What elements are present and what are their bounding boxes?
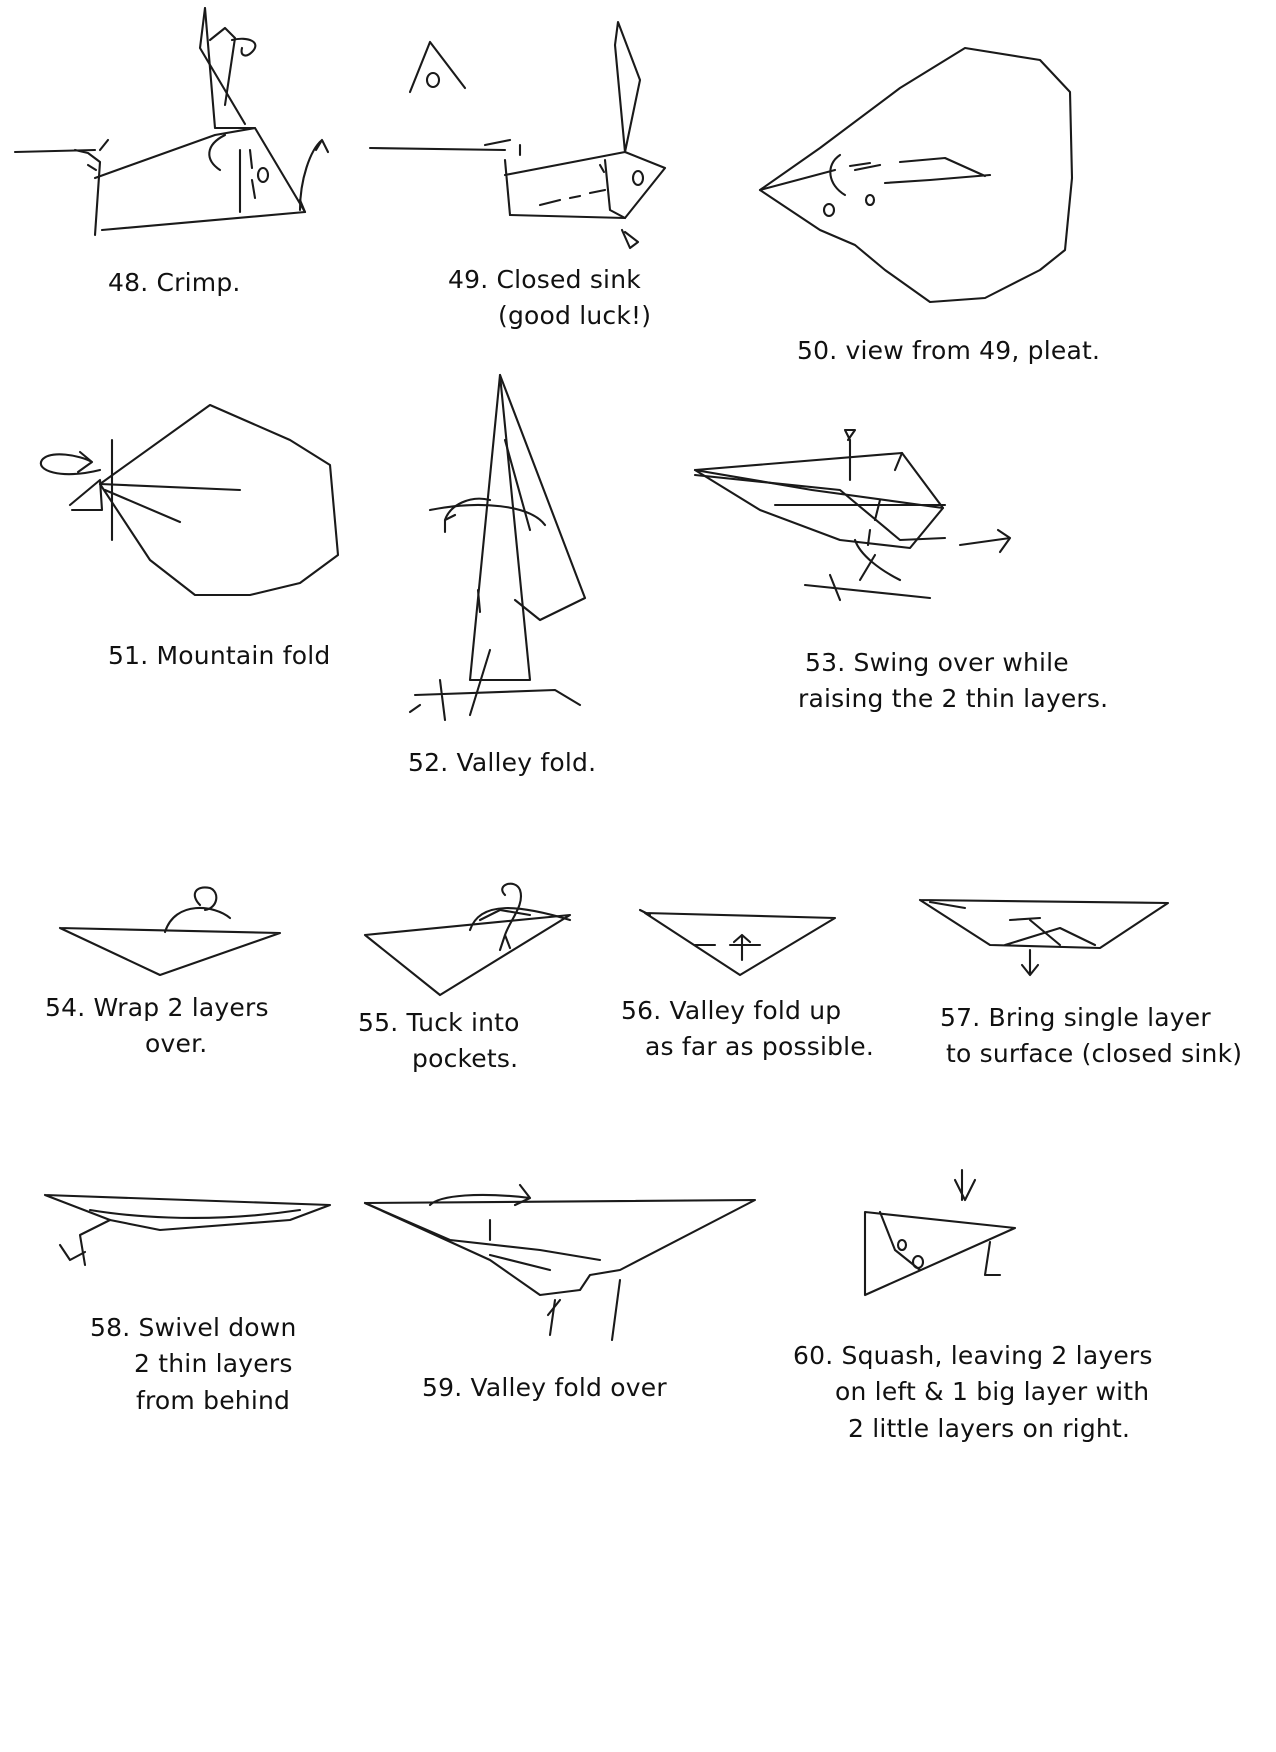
caption-line: 58. Swivel down	[90, 1313, 297, 1342]
step-59-caption	[422, 1370, 667, 1406]
step-50-drawing	[760, 48, 1072, 302]
step-55-drawing	[365, 884, 570, 995]
step-56-caption	[621, 993, 874, 1066]
step-53-drawing	[695, 430, 1010, 600]
caption-line: over.	[145, 1029, 208, 1059]
caption-line: 2 little layers on right.	[848, 1413, 1131, 1443]
caption-line: 51. Mountain fold	[108, 641, 331, 670]
step-58-caption	[90, 1310, 297, 1419]
caption-line: from behind	[136, 1385, 291, 1415]
caption-line: 2 thin layers	[134, 1349, 293, 1379]
caption-line: (good luck!)	[498, 301, 652, 331]
step-48-drawing	[15, 8, 328, 235]
marker-text	[418, 30, 419, 31]
caption-line: 53. Swing over while	[805, 648, 1069, 677]
caption-line: 57. Bring single layer	[940, 1003, 1211, 1032]
step-49-caption	[448, 262, 651, 335]
step-48-caption	[108, 265, 241, 301]
step-60-drawing	[865, 1170, 1015, 1295]
caption-line: as far as possible.	[645, 1032, 875, 1062]
caption-line: 52. Valley fold.	[408, 748, 597, 777]
caption-line: 56. Valley fold up	[621, 996, 842, 1025]
caption-line: 60. Squash, leaving 2 layers	[793, 1341, 1153, 1370]
step-60-caption	[793, 1338, 1153, 1447]
step-49-marker-label	[418, 30, 419, 31]
caption-line: 49. Closed sink	[448, 265, 641, 294]
step-58-drawing	[45, 1195, 330, 1265]
step-51-caption	[108, 638, 330, 674]
caption-line: pockets.	[412, 1044, 519, 1074]
caption-line: 59. Valley fold over	[422, 1373, 667, 1402]
step-52-caption	[408, 745, 596, 781]
step-57-drawing	[920, 900, 1168, 975]
step-51-drawing	[41, 405, 338, 595]
step-50-caption	[797, 333, 1100, 369]
step-54-caption	[45, 990, 269, 1063]
step-55-caption	[358, 1005, 520, 1078]
caption-line: 50. view from 49, pleat.	[797, 336, 1101, 365]
caption-line: to surface (closed sink)	[946, 1039, 1243, 1069]
step-59-drawing	[365, 1185, 755, 1340]
step-49-drawing	[370, 22, 665, 248]
step-54-drawing	[60, 887, 280, 975]
caption-line: 54. Wrap 2 layers	[45, 993, 269, 1022]
step-56-drawing	[640, 910, 835, 975]
step-57-caption	[940, 1000, 1242, 1073]
caption-line: 55. Tuck into	[358, 1008, 520, 1037]
caption-line: on left & 1 big layer with	[835, 1377, 1150, 1407]
caption-line: 48. Crimp.	[108, 268, 241, 297]
step-52-drawing	[410, 375, 585, 720]
caption-line: raising the 2 thin layers.	[798, 684, 1109, 714]
step-53-caption	[798, 645, 1108, 718]
